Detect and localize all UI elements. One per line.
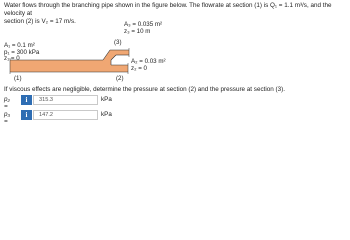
section3-labels (124, 22, 162, 35)
p3-label: p₃ = (4, 111, 10, 125)
section1-number: (1) (14, 75, 22, 82)
section2-number: (2) (116, 75, 124, 82)
p2-answer-field[interactable]: 315.3 (33, 95, 98, 105)
section1-area: A₁ = 0.1 m² (4, 42, 35, 49)
section2-area: A₂ = 0.03 m² (131, 58, 166, 65)
section3-elevation: z₃ = 10 m (124, 27, 151, 35)
section3-area: A₃ = 0.035 m² (124, 21, 163, 28)
problem-line-2: section (2) is V₂ = 17 m/s. (4, 18, 76, 25)
section2-elevation: z₂ = 0 (131, 64, 147, 72)
info-icon[interactable]: i (21, 95, 32, 105)
question-text: If viscous effects are negligible, determine the pressure at section (2) and the pressure at section (3). (4, 86, 285, 93)
section1-pressure: p₁ = 300 kPa (4, 48, 40, 56)
section3-number: (3) (114, 39, 122, 46)
problem-line-1: Water flows through the branching pipe shown in the figure below. The flowrate at section (1) is Q₁ = 1.1 m³/s, and the velocity at (4, 2, 332, 17)
p3-unit: kPa (101, 111, 112, 118)
p2-label: p₂ = (4, 96, 10, 110)
section2-labels (131, 59, 166, 72)
info-icon[interactable]: i (21, 110, 32, 120)
p2-unit: kPa (101, 96, 112, 103)
section1-elevation: z₁ = 0 (4, 55, 20, 63)
section1-labels (4, 43, 39, 63)
p3-answer-field[interactable]: 147.2 (33, 110, 98, 120)
